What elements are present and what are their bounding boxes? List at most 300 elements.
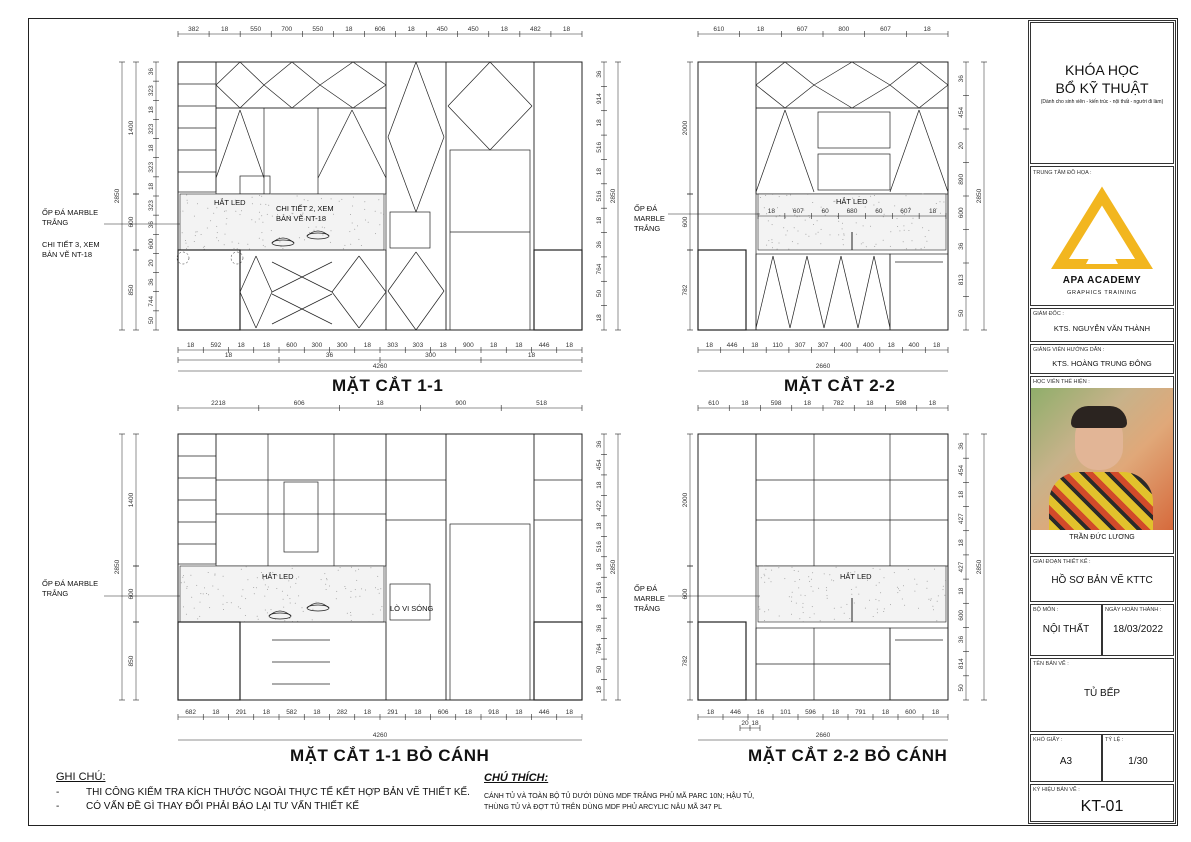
notes-bullet-1: - [56, 787, 60, 798]
s1-backsplash-speck [267, 214, 268, 215]
s1-backsplash-speck [330, 242, 331, 243]
s1-bottom-dim-label: 300 [336, 342, 348, 349]
callout-detail-2: CHI TIẾT 2, XEM BẢN VẼ NT-18 [276, 204, 334, 223]
s1-backsplash-speck [308, 227, 309, 228]
s1-right-dim-label: 18 [596, 216, 603, 224]
s2-backsplash-speck [936, 203, 937, 204]
s1-backsplash-speck [304, 239, 305, 240]
s1-top-dim-label: 482 [529, 26, 541, 33]
s1-top-dim-label: 18 [500, 26, 508, 33]
s1-backsplash-speck [364, 209, 365, 210]
s1-backsplash-speck [331, 230, 332, 231]
s2-backsplash-speck [873, 205, 874, 206]
s3-bottom-dim-label: 291 [387, 709, 399, 716]
s2-backsplash-speck [808, 236, 809, 237]
s3-backsplash-speck [365, 590, 366, 591]
s4-backsplash-speck [914, 579, 915, 580]
s3-left-2850-label: 2850 [114, 559, 121, 575]
s1-backsplash-speck [252, 197, 253, 198]
s1-bottom-dim-label: 18 [565, 342, 573, 349]
s4-backsplash-speck [936, 620, 937, 621]
s2-left-2000-label: 2000 [682, 120, 689, 136]
s4-backsplash-speck [834, 608, 835, 609]
s4-backsplash-speck [854, 603, 855, 604]
s2-bottom-dim-label: 18 [933, 342, 941, 349]
title-block [1026, 18, 1178, 826]
s2-backsplash-speck [798, 231, 799, 232]
s1-door-pattern [240, 110, 264, 178]
s1-lower-mid [240, 250, 386, 330]
s1-upper-top [216, 62, 386, 108]
s4-backsplash-speck [836, 567, 837, 568]
s4-backsplash-speck [851, 594, 852, 595]
s2-backsplash-speck [924, 247, 925, 248]
s1-door-pattern [448, 106, 490, 150]
s2-backsplash-speck [797, 243, 798, 244]
s1-backsplash-speck [261, 215, 262, 216]
s2-backsplash-speck [788, 249, 789, 250]
s4-backsplash-speck [803, 612, 804, 613]
s1-backsplash-speck [349, 231, 350, 232]
s2-right-2850-label: 2850 [976, 188, 983, 204]
s4-bottom-dim-label: 18 [831, 709, 840, 716]
s2-backsplash-speck [790, 195, 791, 196]
s3-backsplash-speck [241, 569, 242, 570]
legend-line-2: THÙNG TỦ VÀ ĐỢT TỦ TRÊN DÙNG MDF PHỦ ARCYLIC NÂU MÃ 347 PL [484, 804, 723, 811]
s1-backsplash-speck [259, 212, 260, 213]
scale-value: 1/30 [1128, 756, 1148, 767]
s4-backsplash-speck [849, 618, 850, 619]
s2-bottom-dim-label: 307 [817, 342, 829, 349]
s2-door-pattern [919, 62, 948, 85]
s3-backsplash-speck [240, 608, 241, 609]
s2-backsplash-speck [876, 244, 877, 245]
s1-bottom-dim-label: 300 [311, 342, 323, 349]
s2-door-pattern [785, 110, 814, 192]
s2-door-pattern [852, 62, 890, 85]
s1-backsplash-speck [204, 246, 205, 247]
student-hair [1071, 406, 1127, 428]
s4-backsplash-speck [778, 567, 779, 568]
s1-bottom-dim-label: 303 [387, 342, 399, 349]
s2-led-dim-label: 607 [792, 208, 804, 215]
s3-backsplash-speck [245, 598, 246, 599]
s4-backsplash-speck [764, 582, 765, 583]
callout-detail-3: CHI TIẾT 3, XEM BẢN VẼ NT-18 [42, 240, 100, 259]
s4-backsplash-speck [869, 600, 870, 601]
s4-backsplash-speck [875, 599, 876, 600]
s1-left-dim-label: 36 [148, 278, 155, 286]
s1-bottom-dim-label: 900 [462, 342, 474, 349]
s2-backsplash-speck [863, 242, 864, 243]
s1-door-pattern [353, 62, 386, 85]
s4-bottom-dim-label: 18 [931, 709, 940, 716]
s3-backsplash-speck [329, 586, 330, 587]
s1-backsplash-speck [322, 227, 323, 228]
student-name: TRẦN ĐỨC LƯƠNG [1069, 534, 1135, 541]
s4-backsplash-speck [897, 587, 898, 588]
s2-door-pattern [790, 256, 807, 328]
s2-door-pattern [858, 256, 874, 328]
s1-bottom-dim-label: 303 [412, 342, 424, 349]
s2-door-pattern [919, 110, 948, 192]
s2-right-dim-label: 600 [958, 207, 965, 219]
s3-backsplash-speck [227, 602, 228, 603]
s2-backsplash-speck [817, 220, 818, 221]
s1-backsplash-speck [182, 232, 183, 233]
s3-backsplash-speck [197, 618, 198, 619]
s2-lower-left [698, 250, 746, 330]
s4-backsplash-speck [759, 609, 760, 610]
s3-backsplash-speck [204, 587, 205, 588]
s4-backsplash-speck [799, 579, 800, 580]
s3-bottom-dim-label: 282 [336, 709, 348, 716]
s3-backsplash-speck [372, 614, 373, 615]
notes-item-2: CÓ VẤN ĐỀ GÌ THAY ĐỔI PHẢI BÁO LẠI TƯ VẤN THIẾT KẾ [86, 801, 360, 812]
s2-backsplash-speck [833, 201, 834, 202]
s3-backsplash-speck [381, 606, 382, 607]
s2-backsplash-speck [878, 202, 879, 203]
s1-door-pattern [240, 256, 256, 292]
s3-backsplash-speck [190, 575, 191, 576]
course-sub: (Dành cho sinh viên - kiến trúc - nội thất - người đi làm) [1040, 99, 1164, 105]
s2-left-600-label: 600 [682, 216, 689, 228]
s3-backsplash-speck [214, 575, 215, 576]
s2-door-pattern [890, 110, 919, 192]
s3-backsplash-speck [283, 599, 284, 600]
s3-backsplash-speck [246, 566, 247, 567]
s3-bottom-dim-label: 18 [262, 709, 270, 716]
s2-backsplash-speck [894, 205, 895, 206]
s4-backsplash-speck [768, 578, 769, 579]
s1-left-2850-label: 2850 [114, 188, 121, 204]
s2-bottom-dim-label: 400 [863, 342, 874, 349]
s4-backsplash-speck [937, 601, 938, 602]
s3-backsplash-speck [336, 598, 337, 599]
s3-backsplash-speck [223, 609, 224, 610]
s2-backsplash-speck [818, 232, 819, 233]
brand-sub: GRAPHICS TRAINING [1066, 290, 1138, 296]
section-title-1-1-no-doors: MẶT CẮT 1-1 BỎ CÁNH [290, 746, 490, 765]
s4-backsplash-speck [918, 608, 919, 609]
s1-top-dim-label: 700 [281, 26, 293, 33]
s1-top-dim-label: 450 [436, 26, 448, 33]
callout-marble-s3: ỐP ĐÁ MARBLE TRẮNG [42, 579, 99, 598]
s4-backsplash-speck [771, 581, 772, 582]
s1-backsplash-speck [218, 240, 219, 241]
s2-bottom-dim-label: 400 [908, 342, 920, 349]
s3-backsplash-speck [350, 612, 351, 613]
s3-backsplash-speck [377, 576, 378, 577]
s3-backsplash-speck [238, 606, 239, 607]
s3-backsplash-speck [312, 619, 313, 620]
s1-backsplash-speck [207, 228, 208, 229]
s3-lower-right [534, 622, 582, 700]
s1-backsplash-speck [182, 211, 183, 212]
s2-top-dim-label: 607 [796, 26, 808, 33]
s4-backsplash-speck [764, 575, 765, 576]
s3-backsplash-speck [327, 579, 328, 580]
s4-bottom-dim2-label: 18 [751, 720, 759, 727]
s4-backsplash-speck [928, 599, 929, 600]
s2-led-dim-label: 60 [875, 208, 883, 215]
s3-backsplash-speck [379, 593, 380, 594]
s3-backsplash-speck [257, 577, 258, 578]
student-photo [1031, 388, 1173, 530]
s3-backsplash-speck [336, 591, 337, 592]
s1-backsplash-speck [238, 243, 239, 244]
s1-backsplash-speck [234, 248, 235, 249]
s1-backsplash-speck [226, 210, 227, 211]
s3-backsplash-speck [326, 589, 327, 590]
s1-backsplash-speck [341, 199, 342, 200]
s3-backsplash-speck [292, 568, 293, 569]
s3-right-dim-label: 422 [596, 500, 603, 512]
s4-backsplash-speck [764, 574, 765, 575]
s2-backsplash-speck [921, 248, 922, 249]
s1-door-pattern [448, 62, 490, 106]
s4-backsplash-speck [865, 608, 866, 609]
s4-top-dim-label: 598 [770, 400, 782, 407]
s2-door-pattern [890, 85, 919, 108]
s3-backsplash-speck [302, 607, 303, 608]
s2-led-dim-label: 680 [846, 208, 858, 215]
s4-backsplash-speck [779, 616, 780, 617]
s1-backsplash-speck [186, 248, 187, 249]
s2-bottom-dim-label: 400 [840, 342, 852, 349]
s3-backsplash-speck [325, 584, 326, 585]
s3-backsplash-speck [287, 595, 288, 596]
s3-backsplash-speck [271, 609, 272, 610]
s4-bottom-dim-label: 18 [881, 709, 890, 716]
s4-backsplash-speck [876, 585, 877, 586]
s3-bottom-dim-label: 446 [538, 709, 550, 716]
s1-backsplash-speck [265, 246, 266, 247]
scale-label: TỶ LỆ : [1105, 737, 1124, 743]
s3-right-dim-label: 764 [596, 643, 603, 655]
s1-backsplash-speck [197, 231, 198, 232]
s2-backsplash-speck [913, 218, 914, 219]
callout-led-s1: HẮT LED [214, 198, 246, 207]
s2-backsplash-speck [922, 227, 923, 228]
s2-backsplash-speck [874, 195, 875, 196]
s1-top-dim-label: 18 [220, 26, 229, 33]
student-label: HỌC VIÊN THỂ HIỆN : [1033, 379, 1090, 385]
s1-backsplash-speck [357, 225, 358, 226]
s1-door-pattern [320, 62, 353, 85]
s2-right-dim-label: 813 [958, 274, 965, 286]
s2-backsplash-speck [830, 234, 831, 235]
s2-backsplash-speck [890, 231, 891, 232]
s4-backsplash-speck [903, 585, 904, 586]
s2-right-dim-label: 890 [958, 173, 965, 185]
s3-backsplash-speck [183, 606, 184, 607]
s1-backsplash-speck [297, 196, 298, 197]
s2-backsplash-speck [772, 242, 773, 243]
s1-left-dim-label: 323 [148, 123, 155, 135]
s1-backsplash-speck [268, 205, 269, 206]
s1-door-pattern [416, 291, 444, 330]
s4-backsplash-speck [792, 567, 793, 568]
instructor-label: GIẢNG VIÊN HƯỚNG DẪN : [1033, 347, 1105, 353]
s2-backsplash-speck [940, 213, 941, 214]
s1-right-dim-label: 50 [596, 289, 603, 298]
s2-backsplash-speck [936, 208, 937, 209]
s3-fridge-column [446, 434, 534, 700]
s4-backsplash-speck [827, 598, 828, 599]
s3-right-dim-label: 18 [596, 604, 603, 612]
s1-backsplash-speck [195, 235, 196, 236]
s2-backsplash-speck [897, 226, 898, 227]
s1-door-pattern [490, 62, 532, 106]
s4-bottom-dim-label: 791 [855, 709, 866, 716]
s1-backsplash-speck [352, 223, 353, 224]
s4-backsplash-speck [809, 581, 810, 582]
callout-microwave: LÒ VI SÓNG [390, 604, 434, 613]
s2-backsplash-speck [884, 214, 885, 215]
s1-backsplash-speck [207, 208, 208, 209]
s1-door-pattern [216, 85, 240, 108]
dept-label: BỘ MÔN : [1033, 607, 1059, 613]
s2-dishwasher [890, 254, 948, 330]
date-label: NGÀY HOÀN THÀNH : [1105, 607, 1162, 613]
s1-door-pattern [216, 62, 240, 85]
section-title-2-2-no-doors: MẶT CẮT 2-2 BỎ CÁNH [748, 746, 948, 765]
s3-backsplash-speck [191, 597, 192, 598]
s4-backsplash-speck [820, 620, 821, 621]
s2-backsplash-speck [785, 217, 786, 218]
s3-right-dim-label: 18 [596, 686, 603, 694]
s1-door-pattern [332, 256, 359, 292]
s3-backsplash-speck [296, 578, 297, 579]
s3-right-dim-label: 18 [596, 481, 603, 489]
s1-door-pattern [388, 252, 416, 291]
s1-backsplash-speck [217, 232, 218, 233]
s2-backsplash-speck [842, 239, 843, 240]
s3-tall-column [386, 434, 446, 700]
s3-right-2850-label: 2850 [610, 559, 617, 575]
s4-backsplash-speck [851, 589, 852, 590]
s2-backsplash-speck [883, 216, 884, 217]
s2-backsplash-speck [792, 241, 793, 242]
s2-backsplash-speck [783, 227, 784, 228]
s4-right-dim-label: 36 [958, 635, 965, 644]
s1-backsplash-speck [249, 249, 250, 250]
s4-backsplash-speck [844, 613, 845, 614]
s4-backsplash-speck [933, 609, 934, 610]
s2-backsplash-speck [805, 234, 806, 235]
s1-door-pattern [332, 292, 359, 328]
s3-backsplash-speck [350, 597, 351, 598]
s3-bottom-dim-label: 18 [313, 709, 321, 716]
s3-backsplash-speck [199, 616, 200, 617]
s1-left-dim-label: 323 [148, 85, 155, 97]
s2-backsplash-speck [940, 201, 941, 202]
s4-backsplash-speck [880, 592, 881, 593]
s4-right-dim-label: 36 [958, 442, 965, 450]
s1-left-dim-label: 20 [148, 259, 155, 267]
s3-left-1400-label: 1400 [128, 492, 135, 508]
s3-backsplash-speck [187, 586, 188, 587]
course-line-2: BỔ KỸ THUẬT [1055, 80, 1149, 96]
s1-backsplash-speck [343, 248, 344, 249]
s3-backsplash-speck [196, 585, 197, 586]
s2-backsplash-speck [866, 246, 867, 247]
s4-backsplash-speck [841, 607, 842, 608]
s4-right-dim-label: 454 [958, 464, 965, 476]
s2-top-dim-label: 607 [880, 26, 891, 33]
s2-bottom-dim-label: 446 [726, 342, 738, 349]
s1-backsplash-speck [180, 211, 181, 212]
s1-top-dim-label: 18 [562, 26, 571, 33]
s1-door-pattern [416, 137, 444, 212]
section-title-1-1: MẶT CẮT 1-1 [332, 376, 444, 395]
s2-led-dim-label: 60 [821, 208, 829, 215]
s3-right-dim-label: 516 [596, 582, 603, 593]
s4-right-dim-label: 427 [958, 513, 965, 525]
s1-bottom-dim2-label: 18 [527, 352, 536, 359]
s1-backsplash-speck [383, 214, 384, 215]
s3-backsplash-speck [324, 573, 325, 574]
s1-backsplash-speck [235, 211, 236, 212]
s1-left-dim-label: 18 [148, 106, 155, 114]
s4-right-dim-label: 600 [958, 609, 965, 621]
s1-bottom-dim2-label: 18 [224, 352, 233, 359]
s3-backsplash-speck [290, 566, 291, 567]
s1-left-dim-label: 36 [148, 67, 155, 76]
s2-right-dim-label: 36 [958, 242, 965, 250]
s3-backsplash-speck [340, 567, 341, 568]
s1-backsplash-speck [194, 216, 195, 217]
s2-door-pattern [785, 62, 814, 85]
s3-backsplash-speck [209, 607, 210, 608]
s2-backsplash-speck [772, 247, 773, 248]
s2-top-dim-label: 610 [713, 26, 725, 33]
s1-backsplash-speck [350, 244, 351, 245]
s3-backsplash-speck [290, 603, 291, 604]
s4-bottom-dim-label: 18 [706, 709, 715, 716]
s1-bottom-dim-label: 446 [538, 342, 550, 349]
s3-backsplash-speck [186, 588, 187, 589]
s1-fridge-column [446, 62, 534, 330]
s2-backsplash-speck [785, 235, 786, 236]
director-name: KTS. NGUYỄN VĂN THÀNH [1053, 324, 1151, 333]
s1-backsplash-speck [187, 203, 188, 204]
phase-label: GIAI ĐOẠN THIẾT KẾ : [1033, 559, 1091, 565]
s1-left-dim-label: 744 [148, 295, 155, 307]
s1-backsplash-speck [321, 198, 322, 199]
s3-backsplash-speck [223, 576, 224, 577]
s3-backsplash-speck [351, 567, 352, 568]
s3-backsplash-speck [361, 588, 362, 589]
s3-right-dim-label: 18 [596, 563, 603, 571]
notes-heading: GHI CHÚ: [56, 771, 106, 783]
s1-right-dim-label: 36 [596, 241, 603, 249]
s1-backsplash-speck [271, 230, 272, 231]
s1-backsplash-speck [195, 232, 196, 233]
s3-backsplash-speck [265, 584, 266, 585]
s3-backsplash-speck [183, 575, 184, 576]
s4-backsplash-speck [800, 595, 801, 596]
s1-backsplash-speck [379, 224, 380, 225]
s1-backsplash-speck [201, 234, 202, 235]
s3-backsplash-speck [206, 593, 207, 594]
s3-backsplash-speck [242, 589, 243, 590]
s4-backsplash-speck [813, 591, 814, 592]
s2-tall-left [698, 62, 756, 330]
s2-backsplash-speck [912, 240, 913, 241]
s1-door-pattern [416, 252, 444, 291]
